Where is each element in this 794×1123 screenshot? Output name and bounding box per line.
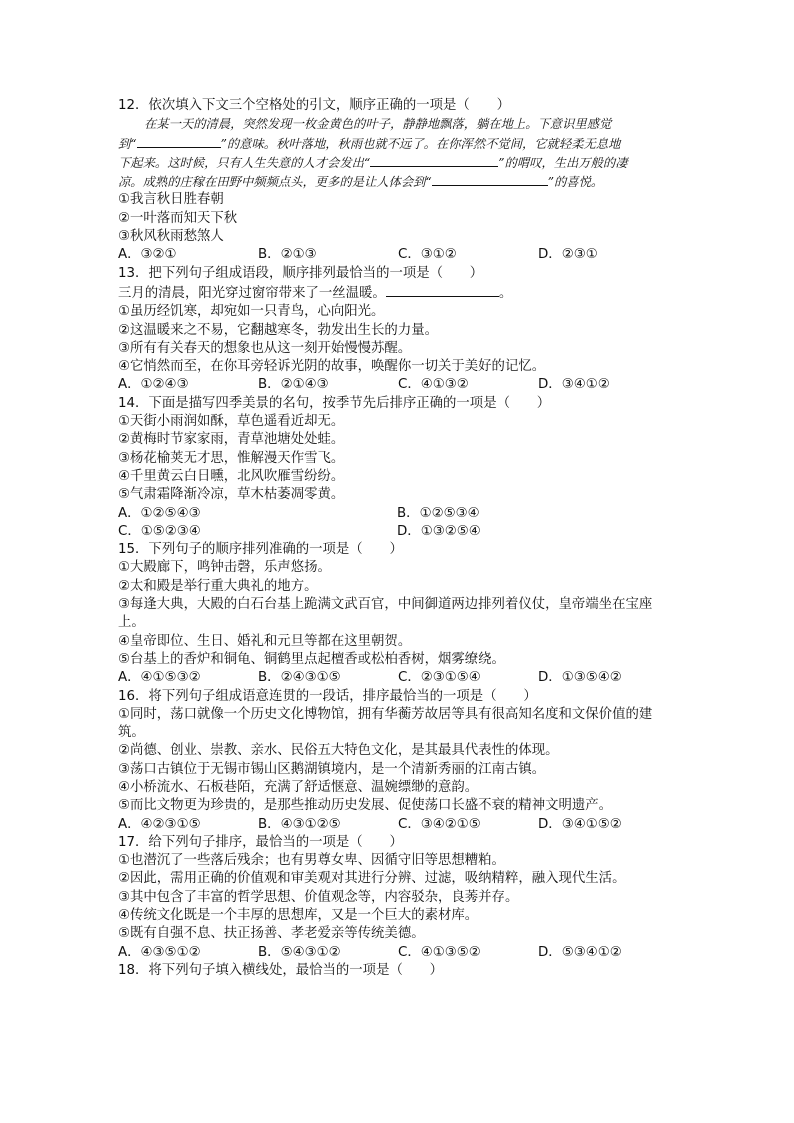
item: ④传统文化既是一个丰厚的思想库，又是一个巨大的素材库。: [118, 908, 479, 924]
question-17: [118, 834, 678, 962]
item: ⑤气肃霜降渐冷凉，草木枯萎凋零黄。: [118, 487, 345, 503]
option-c: C．③④②①⑤: [398, 816, 481, 832]
item: ⑤而比文物更为珍贵的，是那些推动历史发展、促使荡口长盛不衰的精神文明遗产。: [118, 798, 613, 814]
question-12-stem: 12．依次填入下文三个空格处的引文，顺序正确的一项是（ ）: [118, 98, 510, 113]
lead-end: 。: [498, 285, 513, 301]
option-d: D．⑤③④①②: [538, 944, 622, 960]
passage-line: 在某一天的清晨，突然发现一枚金黄色的叶子，静静地飘落，躺在地上。下意识里感觉: [144, 117, 612, 132]
option-b: B．②①③: [258, 247, 317, 263]
answer-options-row: [118, 523, 678, 541]
blank-1: [137, 134, 221, 148]
option-b: B．⑤④③①②: [258, 944, 341, 960]
item: ⑤既有自强不息、扶正扬善、孝老爱亲等传统美德。: [118, 926, 425, 942]
option-a: A．④③⑤①②: [118, 944, 201, 960]
option-a: A．①②④③: [118, 377, 189, 393]
option-a: A．④①⑤③②: [118, 670, 201, 686]
passage-text: ”的喟叹，生出万般的凄: [498, 155, 628, 170]
item: ③每逢大典，大殿的白石台基上跪满文武百官，中间御道两边排列着仪仗，皇帝端坐在宝座上。: [118, 597, 653, 631]
option-d: D．②③①: [538, 247, 598, 263]
option-b: B．②①④③: [258, 377, 329, 393]
option-a: A．④②③①⑤: [118, 816, 201, 832]
question-18-stem: 18．将下列句子填入横线处，最恰当的一项是（ ）: [118, 962, 444, 978]
item: ①同时，荡口就像一个历史文化博物馆，拥有华蘅芳故居等具有很高知名度和文保价值的建筑。: [118, 706, 653, 741]
answer-options: [118, 376, 678, 394]
item: ①也潜沉了一些落后残余；也有男尊女卑、因循守旧等思想糟粕。: [118, 853, 505, 869]
item: ③其中包含了丰富的哲学思想、价值观念等，内容驳杂，良莠并存。: [118, 889, 519, 905]
question-16-stem: 16．将下列句子组成语意连贯的一段话，排序最恰当的一项是（ ）: [118, 688, 537, 704]
answer-options: [118, 246, 678, 264]
answer-options-row: [118, 505, 678, 523]
item: ③杨花榆荚无才思，惟解漫天作雪飞。: [118, 450, 345, 466]
item: ①虽历经饥寒，却宛如一只青鸟，心向阳光。: [118, 304, 385, 320]
item: ④小桥流水、石板巷陌，充满了舒适惬意、温婉缥缈的意韵。: [118, 779, 479, 795]
blank-3: [432, 172, 548, 186]
item: ④皇帝即位、生日、婚礼和元旦等都在这里朝贺。: [118, 633, 412, 649]
option-a: A．①②⑤④③: [118, 505, 201, 521]
option-c: C．①⑤②③④: [118, 523, 201, 539]
option-b: B．④③①②⑤: [258, 816, 341, 832]
passage-text: ”的意味。秋叶落地，秋雨也就不远了。在你浑然不觉间，它就轻柔无息地: [220, 136, 621, 151]
option-d: D．①③⑤④②: [538, 670, 622, 686]
question-content: [118, 97, 678, 980]
question-17-stem: 17．给下列句子排序，最恰当的一项是（ ）: [118, 834, 403, 850]
passage-line: [118, 172, 678, 191]
item: ②黄梅时节家家雨，青草池塘处处蛙。: [118, 432, 345, 448]
option-c: C．②③①⑤④: [398, 670, 481, 686]
question-13-stem: 13．把下列句子组成语段，顺序排列最恰当的一项是（ ）: [118, 265, 484, 281]
option-c: C．③①②: [398, 247, 457, 263]
answer-options: [118, 944, 678, 962]
option-b: B．②④③①⑤: [258, 670, 341, 686]
answer-options: [118, 816, 678, 834]
passage-text: ”的喜悦。: [547, 175, 604, 190]
passage-text: 凉。成熟的庄稼在田野中频频点头，更多的是让人体会到“: [118, 175, 432, 190]
option-d: D．①③②⑤④: [397, 523, 481, 539]
item: ②这温暖来之不易，它翻越寒冬，勃发出生长的力量。: [118, 322, 438, 338]
blank: [386, 283, 499, 297]
option-d: D．③④①②: [538, 377, 610, 393]
passage-text: 到“: [118, 136, 137, 151]
option-d: D．③④①⑤②: [538, 816, 622, 832]
item: ④它悄然而至，在你耳旁轻诉光阴的故事，唤醒你一切关于美好的记忆。: [118, 359, 546, 375]
question-12-passage: [118, 115, 678, 191]
item: ④千里黄云白日曛，北风吹雁雪纷纷。: [118, 468, 345, 484]
item: ②尚德、创业、崇教、亲水、民俗五大特色文化，是其最具代表性的体现。: [118, 743, 559, 759]
item: ②因此，需用正确的价值观和审美观对其进行分辨、过滤，吸纳精粹，融入现代生活。: [118, 871, 626, 887]
item: ①大殿廊下，鸣钟击磬，乐声悠扬。: [118, 560, 331, 576]
item: ⑤台基上的香炉和铜龟、铜鹤里点起檀香或松柏香树，烟雾缭绕。: [118, 651, 505, 667]
option-c: C．④①③⑤②: [398, 944, 481, 960]
item: ①天街小雨润如酥，草色遥看近却无。: [118, 414, 345, 430]
item: ③所有有关春天的想象也从这一刻开始慢慢苏醒。: [118, 340, 412, 356]
question-15-stem: 15．下列句子的顺序排列准确的一项是（ ）: [118, 542, 403, 558]
option-c: C．④①③②: [398, 377, 469, 393]
question-14-stem: 14．下面是描写四季美景的名句，按季节先后排序正确的一项是（ ）: [118, 395, 551, 411]
item: ②太和殿是举行重大典礼的地方。: [118, 578, 318, 594]
lead-sentence: [118, 283, 678, 303]
passage-line: [118, 134, 678, 153]
question-12: [118, 97, 678, 265]
answer-options: [118, 669, 678, 687]
item: ①我言秋日胜春朝: [118, 192, 224, 208]
item: ③秋风秋雨愁煞人: [118, 229, 224, 245]
passage-text: 下起来。这时候，只有人生失意的人才会发出“: [118, 155, 371, 170]
lead-text: 三月的清晨，阳光穿过窗帘带来了一丝温暖。: [118, 285, 386, 301]
item: ②一叶落而知天下秋: [118, 210, 238, 226]
question-14: [118, 395, 678, 541]
question-16: [118, 688, 678, 834]
passage-line: [118, 153, 678, 172]
question-15: [118, 541, 678, 687]
question-13: [118, 265, 678, 395]
option-b: B．①②⑤③④: [397, 505, 480, 521]
question-18: [118, 962, 678, 980]
blank-2: [370, 153, 498, 167]
item: ③荡口古镇位于无锡市锡山区鹅湖镇境内，是一个清新秀丽的江南古镇。: [118, 761, 546, 777]
option-a: A．③②①: [118, 247, 177, 263]
